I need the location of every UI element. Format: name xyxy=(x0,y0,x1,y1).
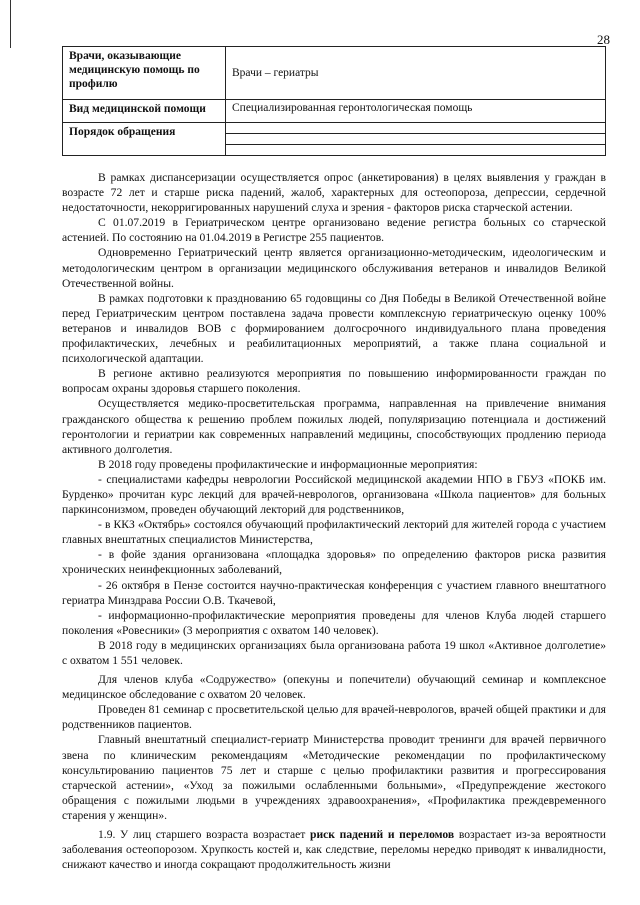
table-blank-line xyxy=(226,123,605,134)
paragraph: Для членов клуба «Содружество» (опекуны и попечители) обучающий семинар и комплексное медицинское обследование с охватом 20 человек. xyxy=(62,673,606,702)
list-item: - в фойе здания организована «площадка здоровья» по определению факторов риска развития хронических неинфекционных заболеваний, xyxy=(62,548,606,577)
page-number: 28 xyxy=(597,32,610,47)
paragraph: Проведен 81 семинар с просветительской целью для врачей-неврологов, врачей общей практики и для родственников пациентов. xyxy=(62,703,606,732)
document-body xyxy=(62,170,606,872)
list-item: - 26 октября в Пензе состоится научно-практическая конференция с участием главного внештатного гериатра Минздрава России О.В. Ткачевой, xyxy=(62,578,606,607)
paragraph: Осуществляется медико-просветительская программа, направленная на привлечение внимания гражданского общества к решению проблем пожилых людей, популяризацию потенциала и достижений геронтологии и гериатрии как современных направлений медицины, способствующих продлению периода активного долголетия. xyxy=(62,397,606,456)
paragraph: Одновременно Гериатрический центр является организационно-методическим, идеологическим и методологическим центром в организации медицинского обслуживания ветеранов и инвалидов Великой Отечественной войны. xyxy=(62,246,606,290)
paragraph: В рамках диспансеризации осуществляется опрос (анкетирования) в целях выявления у граждан в возрасте 72 лет и старше риска падений, жалоб, характерных для остеопороза, депрессии, сердечной недостаточности, некорригированных нарушений слуха и зрения - факторов риска старческой астении. xyxy=(62,171,606,215)
list-item: - в ККЗ «Октябрь» состоялся обучающий профилактический лекторий для жителей города с участием главных внештатных специалистов Министерства, xyxy=(62,518,606,547)
paragraph: Главный внештатный специалист-гериатр Министерства проводит тренинги для врачей первичного звена по клиническим рекомендациям «Методические рекомендации по профилактическому консультированию пациентов 75 лет и старше с целью профилактики развития и прогрессирования старческой астении», «Уход за пожилыми ослабленными больными», «Предупреждение жестокого обращения с пожилыми людьми в учреждениях здравоохранения», «Профилактика преждевременного старения у женщин». xyxy=(62,733,606,822)
table-row xyxy=(63,100,606,123)
table-label-cell: Врачи, оказывающие медицинскую помощь по профилю xyxy=(63,47,226,100)
paragraph: В 2018 году в медицинских организациях была организована работа 19 школ «Активное долголетие» с охватом 1 551 человек. xyxy=(62,638,606,667)
bold-phrase: риск падений и переломов xyxy=(310,828,455,842)
table-value-cell: Врачи – гериатры xyxy=(226,47,606,100)
paragraph: В регионе активно реализуются мероприятия по повышению информированности граждан по вопросам охраны здоровья старшего поколения. xyxy=(62,367,606,396)
section-prefix: 1.9. У лиц старшего возраста возрастает xyxy=(98,828,311,842)
table-row xyxy=(63,47,606,100)
section-suffix: возрастает из-за вероятности заболевания остеопорозом. Хрупкость костей и, как следствие, переломы нередко приводят к инвалидности, снижают качество и иногда сокращают продолжительность жизни xyxy=(62,828,606,872)
list-item: - информационно-профилактические мероприятия проведены для членов Клуба людей старшего поколения «Ровесники» (3 мероприятия с охватом 140 человек). xyxy=(62,608,606,637)
section-paragraph xyxy=(62,827,606,872)
margin-rule xyxy=(10,0,11,48)
table-value-cell xyxy=(226,123,606,156)
table-blank-line xyxy=(226,134,605,145)
paragraph: С 01.07.2019 в Гериатрическом центре организовано ведение регистра больных со старческой астенией. По состоянию на 01.04.2019 в Регистре 255 пациентов. xyxy=(62,216,606,245)
table-blank-line xyxy=(226,145,605,155)
table-label-cell: Вид медицинской помощи xyxy=(63,100,226,123)
paragraph: В рамках подготовки к празднованию 65 годовщины со Дня Победы в Великой Отечественной войне перед Гериатрическим центром поставлена задача провести комплексную гериатрическую оценку 100% ветеранов и инвалидов ВОВ с формированием долгосрочного индивидуального плана проведения профилактических, лечебных и реабилитационных мероприятий, а также плана социальной и психологической адаптации. xyxy=(62,291,606,366)
profile-info-table xyxy=(62,46,606,156)
table-value-cell: Специализированная геронтологическая помощь xyxy=(226,100,606,123)
table-label-cell: Порядок обращения xyxy=(63,123,226,156)
table-row xyxy=(63,123,606,156)
list-item: - специалистами кафедры неврологии Российской медицинской академии НПО в ГБУЗ «ПОКБ им. Бурденко» прочитан курс лекций для врачей-неврологов, организована «Школа пациентов» для больных паркинсонизмом, проведен обучающий лекторий для родственников, xyxy=(62,472,606,517)
paragraph: В 2018 году проведены профилактические и информационные мероприятия: xyxy=(98,457,478,471)
